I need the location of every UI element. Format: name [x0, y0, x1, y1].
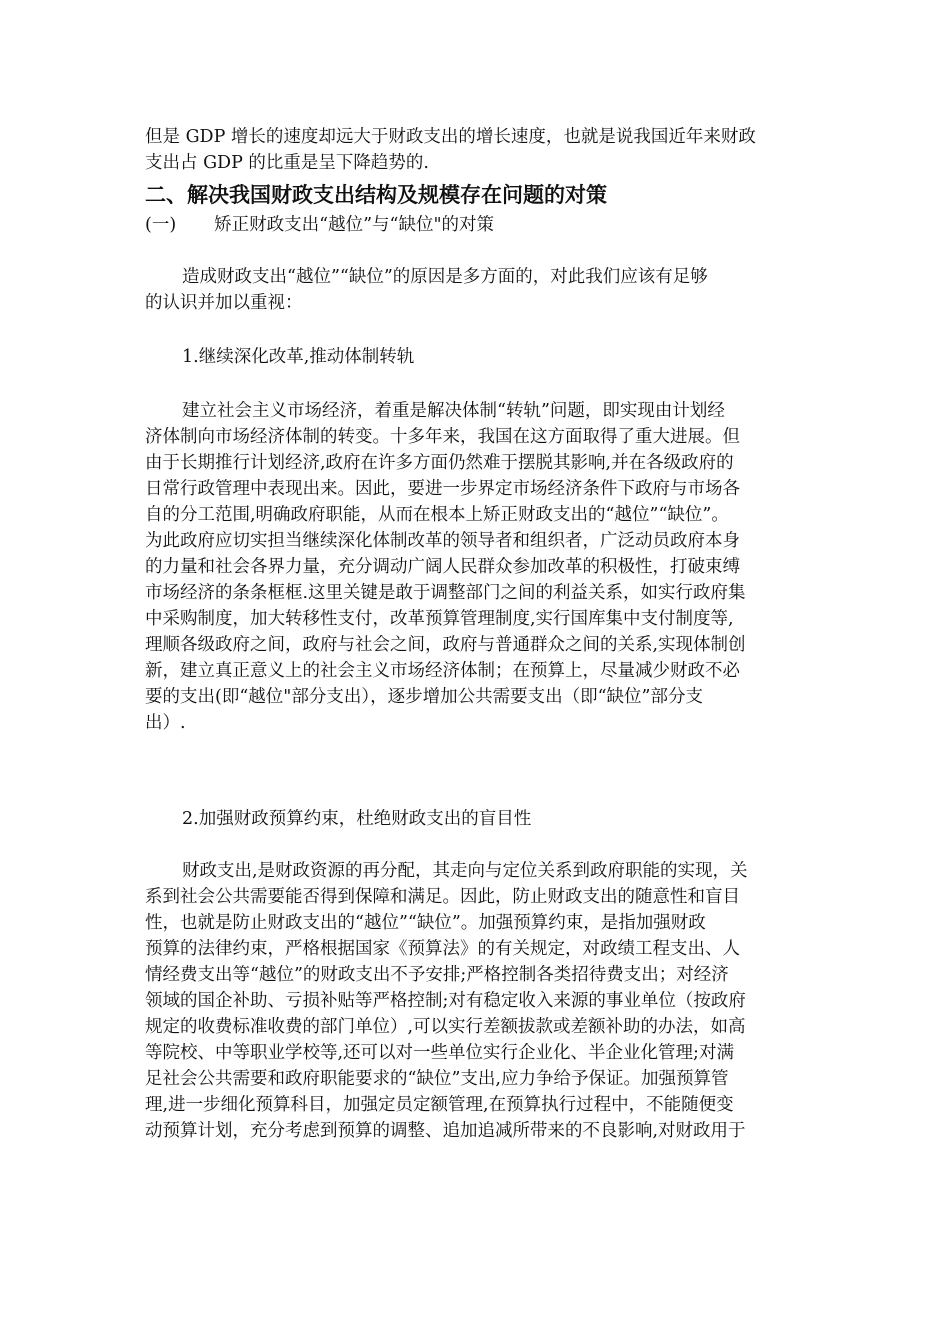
point-1-title-block [145, 344, 815, 370]
paragraph-line: 建立社会主义市场经济，着重是解决体制“转轨”问题，即实现由计划经 [182, 401, 725, 421]
paragraph-line: 为此政府应切实担当继续深化体制改革的领导者和组织者，广泛动员政府本身 [145, 531, 740, 551]
paragraph-line: 性，也就是防止财政支出的“越位”“缺位”。加强预算约束，是指加强财政 [145, 913, 706, 933]
paragraph-line: 理顺各级政府之间，政府与社会之间，政府与普通群众之间的关系,实现体制创 [145, 635, 746, 655]
paragraph-line: 新，建立真正意义上的社会主义市场经济体制；在预算上，尽量减少财政不必 [145, 661, 740, 681]
paragraph-line: 预算的法律约束，严格根据国家《预算法》的有关规定，对政绩工程支出、人 [145, 939, 740, 959]
intro-line: 但是 GDP 增长的速度却远大于财政支出的增长速度，也就是说我国近年来财政 [145, 127, 756, 147]
point-2-title-block [145, 806, 815, 832]
subsection-title: 矫正财政支出“越位”与“缺位"的对策 [214, 215, 495, 235]
paragraph-line: 市场经济的条条框框.这里关键是敢于调整部门之间的利益关系，如实行政府集 [145, 583, 746, 603]
paragraph-causes [145, 264, 815, 316]
paragraph-line: 由于长期推行计划经济,政府在许多方面仍然难于摆脱其影响,并在各级政府的 [145, 453, 734, 473]
paragraph-line: 动预算计划，充分考虑到预算的调整、追加追减所带来的不良影响,对财政用于 [145, 1121, 746, 1141]
paragraph-line: 自的分工范围,明确政府职能，从而在根本上矫正财政支出的“越位”“缺位”。 [145, 505, 729, 525]
subsection-heading [145, 212, 494, 238]
section-heading: 二、解决我国财政支出结构及规模存在问题的对策 [145, 182, 607, 207]
paragraph-line: 日常行政管理中表现出来。因此，要进一步界定市场经济条件下政府与市场各 [145, 479, 740, 499]
intro-paragraph [145, 124, 815, 176]
point-2-title: 2.加强财政预算约束，杜绝财政支出的盲目性 [182, 809, 532, 829]
paragraph-budget [145, 858, 815, 1144]
paragraph-line: 济体制向市场经济体制的转变。十多年来，我国在这方面取得了重大进展。但 [145, 427, 740, 447]
paragraph-line: 规定的收费标准收费的部门单位）,可以实行差额拔款或差额补助的办法，如高 [145, 1017, 746, 1037]
paragraph-line: 财政支出,是财政资源的再分配，其走向与定位关系到政府职能的实现，关 [182, 861, 748, 881]
paragraph-reform [145, 398, 815, 736]
point-1-title: 1.继续深化改革,推动体制转轨 [182, 347, 415, 367]
paragraph-line: 的认识并加以重视： [145, 293, 303, 313]
paragraph-line: 等院校、中等职业学校等,还可以对一些单位实行企业化、半企业化管理;对满 [145, 1043, 734, 1063]
paragraph-line: 造成财政支出“越位”“缺位”的原因是多方面的，对此我们应该有足够 [182, 267, 708, 287]
paragraph-line: 领域的国企补助、亏损补贴等严格控制;对有稳定收入来源的事业单位（按政府 [145, 991, 746, 1011]
intro-line: 支出占 GDP 的比重是呈下降趋势的. [145, 153, 429, 173]
paragraph-line: 要的支出(即“越位"部分支出），逐步增加公共需要支出（即“缺位”部分支 [145, 687, 703, 707]
paragraph-line: 情经费支出等“越位”的财政支出不予安排;严格控制各类招待费支出；对经济 [145, 965, 729, 985]
paragraph-line: 足社会公共需要和政府职能要求的“缺位”支出,应力争给予保证。加强预算管 [145, 1069, 729, 1089]
paragraph-line: 理,进一步细化预算科目，加强定员定额管理,在预算执行过程中，不能随便变 [145, 1095, 734, 1115]
subsection-number: (一) [145, 215, 177, 235]
paragraph-line: 系到社会公共需要能否得到保障和满足。因此，防止财政支出的随意性和盲目 [145, 887, 740, 907]
paragraph-line: 的力量和社会各界力量，充分调动广阔人民群众参加改革的积极性，打破束缚 [145, 557, 740, 577]
paragraph-line: 中采购制度，加大转移性支付，改革预算管理制度,实行国库集中支付制度等, [145, 609, 734, 629]
paragraph-line: 出）. [145, 713, 186, 733]
